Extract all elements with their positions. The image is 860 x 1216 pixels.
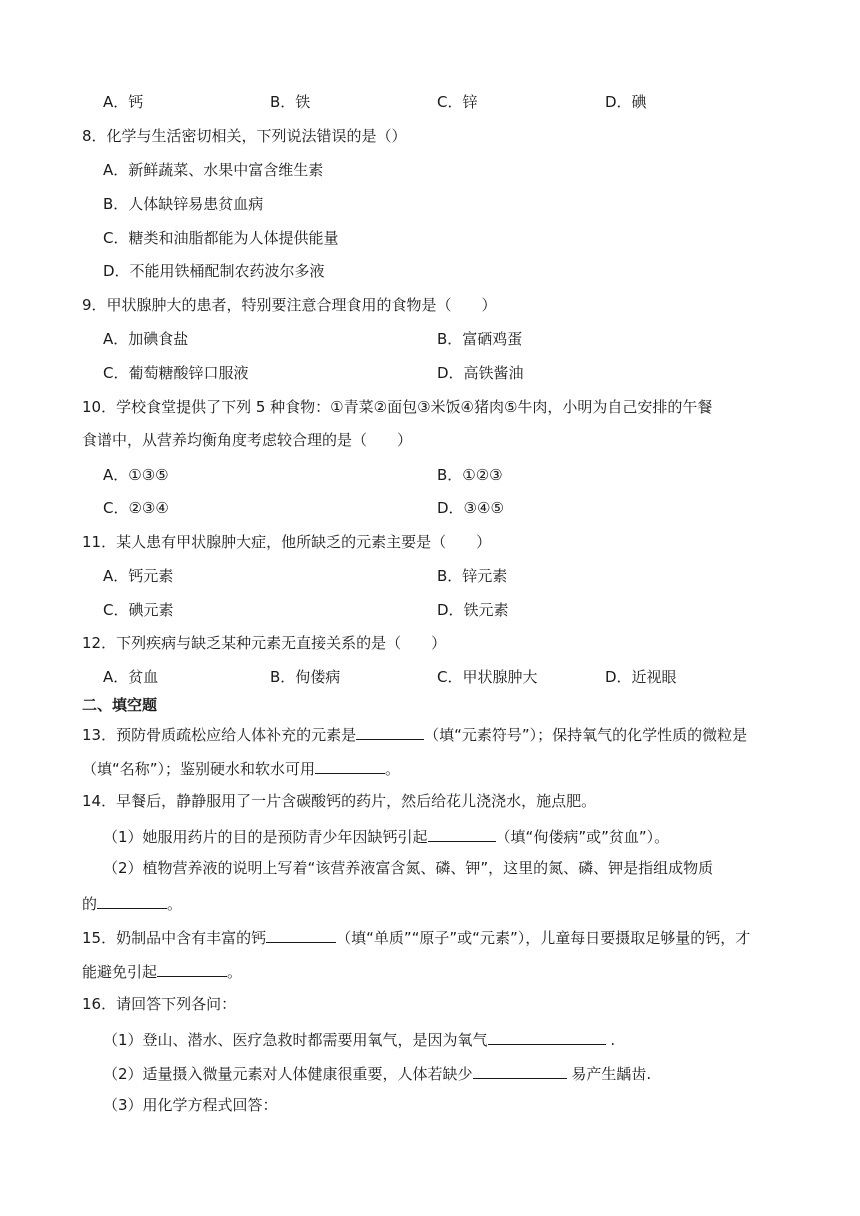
question-14-text: （1）她服用药片的目的是预防青少年因缺钙引起 — [103, 828, 428, 846]
answer-blank[interactable] — [266, 926, 336, 943]
option-a: A．①③⑤ — [103, 466, 169, 484]
question-15-text: 。 — [227, 963, 243, 981]
option-b: B．铁 — [270, 93, 311, 111]
option-c: C．甲状腺肿大 — [437, 668, 538, 686]
answer-blank[interactable] — [157, 960, 227, 977]
question-13-text: （填“名称”）；鉴别硬水和软水可用 — [82, 760, 316, 778]
option-d: D．③④⑤ — [437, 499, 504, 517]
question-8-stem: 8．化学与生活密切相关，下列说法错误的是（） — [82, 127, 407, 145]
question-15-text: 能避免引起 — [82, 963, 158, 981]
question-13-line1 — [82, 723, 747, 745]
option-b: B．佝偻病 — [270, 668, 341, 686]
option-c: C．锌 — [437, 93, 478, 111]
question-14-part1 — [103, 825, 669, 847]
question-15-line1 — [82, 926, 750, 948]
answer-blank[interactable] — [356, 723, 424, 740]
question-9-stem: 9．甲状腺肿大的患者，特别要注意合理食用的食物是（ ） — [82, 296, 497, 314]
option-a: A．钙元素 — [103, 567, 174, 585]
option-c: C．糖类和油脂都能为人体提供能量 — [103, 229, 339, 247]
option-d: D．近视眼 — [605, 668, 677, 686]
question-15-text: （填“单质”“原子”或“元素”），儿童每日要摄取足够量的钙，才 — [336, 929, 751, 947]
question-14-text: 。 — [167, 895, 183, 913]
option-d: D．高铁酱油 — [437, 364, 524, 382]
option-d: D．铁元素 — [437, 601, 509, 619]
question-16-text: 易产生龋齿. — [566, 1065, 652, 1083]
answer-blank[interactable] — [315, 757, 385, 774]
option-d: D．不能用铁桶配制农药波尔多液 — [103, 262, 325, 280]
option-b: B．锌元素 — [437, 567, 508, 585]
question-13-line2 — [82, 757, 400, 779]
question-16-text: （2）适量摄入微量元素对人体健康很重要，人体若缺少 — [103, 1065, 473, 1083]
answer-blank[interactable] — [97, 892, 167, 909]
question-16-text: . — [605, 1031, 616, 1049]
question-15-line2 — [82, 960, 242, 982]
question-10-stem-line2: 食谱中，从营养均衡角度考虑较合理的是（ ） — [82, 431, 413, 449]
option-b: B．人体缺锌易患贫血病 — [103, 195, 264, 213]
question-10-stem-line1: 10．学校食堂提供了下列 5 种食物：①青菜②面包③米饭④猪肉⑤牛肉，小明为自己安排的午餐 — [82, 398, 713, 416]
question-12-stem: 12．下列疾病与缺乏某种元素无直接关系的是（ ） — [82, 634, 447, 652]
option-c: C．葡萄糖酸锌口服液 — [103, 364, 249, 382]
question-16-part2 — [103, 1062, 651, 1084]
answer-blank[interactable] — [428, 825, 496, 842]
question-14-stem: 14．早餐后，静静服用了一片含碳酸钙的药片，然后给花儿浇浇水，施点肥。 — [82, 792, 597, 810]
question-16-part3: （3）用化学方程式回答： — [103, 1096, 278, 1114]
question-13-text: 13．预防骨质疏松应给人体补充的元素是 — [82, 726, 357, 744]
question-13-text: 。 — [385, 760, 401, 778]
question-16-part1 — [103, 1028, 615, 1050]
question-14-part2-cont — [82, 892, 182, 914]
option-c: C．②③④ — [103, 499, 169, 517]
option-d: D．碘 — [605, 93, 647, 111]
answer-blank[interactable] — [473, 1062, 567, 1079]
option-a: A．贫血 — [103, 668, 159, 686]
question-11-stem: 11．某人患有甲状腺肿大症，他所缺乏的元素主要是（ ） — [82, 533, 492, 551]
option-b: B．富硒鸡蛋 — [437, 330, 523, 348]
question-16-text: （1）登山、潜水、医疗急救时都需要用氧气，是因为氧气 — [103, 1031, 488, 1049]
option-a: A．新鲜蔬菜、水果中富含维生素 — [103, 161, 324, 179]
option-b: B．①②③ — [437, 466, 503, 484]
section-heading: 二、填空题 — [82, 696, 158, 714]
question-13-text: （填“元素符号”）；保持氧气的化学性质的微粒是 — [424, 726, 748, 744]
answer-blank[interactable] — [488, 1028, 606, 1045]
option-a: A．加碘食盐 — [103, 330, 189, 348]
question-15-text: 15．奶制品中含有丰富的钙 — [82, 929, 267, 947]
question-14-text: 的 — [82, 895, 98, 913]
option-c: C．碘元素 — [103, 601, 174, 619]
question-16-stem: 16．请回答下列各问： — [82, 995, 237, 1013]
question-14-part2: （2）植物营养液的说明上写着“该营养液富含氮、磷、钾”，这里的氮、磷、钾是指组成物质 — [103, 859, 714, 877]
question-14-text: （填“佝偻病”或”贫血”）。 — [495, 828, 670, 846]
option-a: A．钙 — [103, 93, 144, 111]
